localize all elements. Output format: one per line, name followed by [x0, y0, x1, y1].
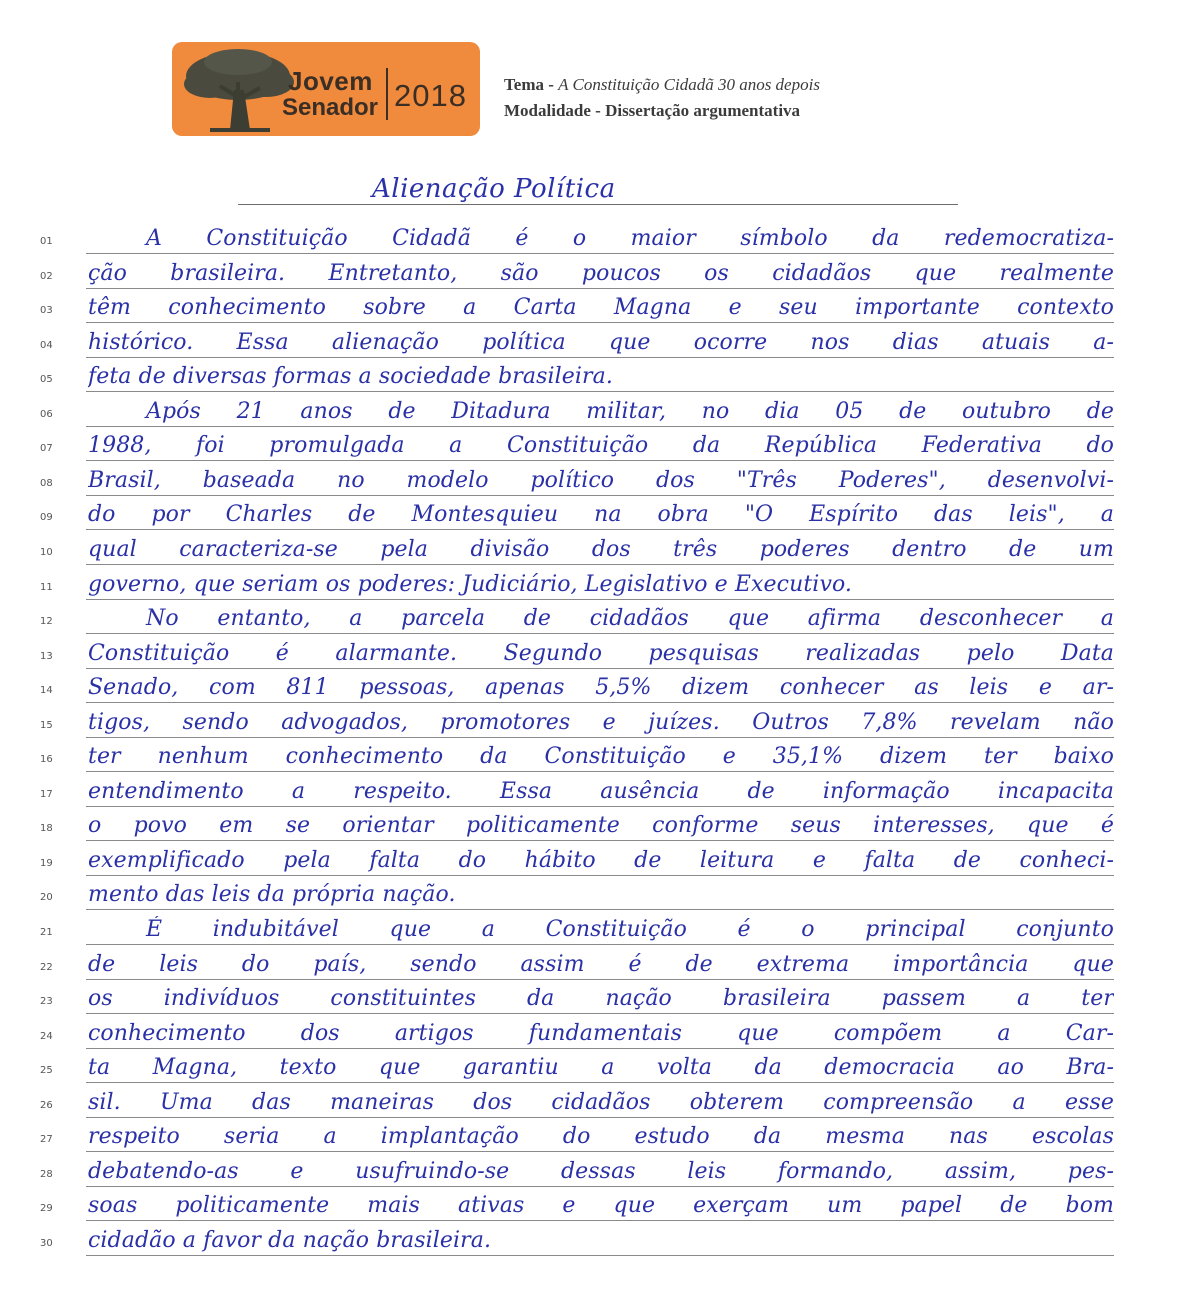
title-rule — [238, 204, 958, 205]
essay-line — [0, 468, 1200, 502]
line-rule — [86, 1220, 1114, 1221]
line-number: 25 — [40, 1065, 53, 1077]
line-number: 23 — [40, 996, 53, 1008]
line-number: 12 — [40, 616, 53, 627]
line-rule — [86, 495, 1114, 496]
line-number: 02 — [40, 270, 53, 282]
modalidade-label: Modalidade - — [504, 101, 606, 120]
line-text: têm conhecimento sobre a Carta Magna e seu importante contexto — [88, 295, 1114, 321]
essay-line — [0, 710, 1200, 744]
line-number: 28 — [40, 1168, 53, 1180]
essay-line — [0, 537, 1200, 571]
essay-line — [0, 848, 1200, 882]
line-text: ter nenhum conhecimento da Constituição e 35,1% dizem ter baixo — [88, 744, 1114, 770]
essay-line — [0, 1193, 1200, 1227]
line-number: 03 — [40, 305, 53, 317]
line-number: 21 — [40, 927, 53, 938]
line-text: de leis do país, sendo assim é de extrema importância que — [88, 951, 1114, 977]
line-number: 24 — [40, 1030, 53, 1042]
essay-line — [0, 1228, 1200, 1262]
line-rule — [86, 322, 1114, 323]
line-number: 22 — [40, 961, 53, 973]
line-rule — [86, 944, 1114, 945]
line-text: No entanto, a parcela de cidadãos que afirma desconhecer a — [146, 606, 1114, 631]
line-rule — [86, 840, 1114, 841]
line-rule — [86, 1186, 1114, 1187]
essay-line — [0, 813, 1200, 847]
line-number: 17 — [40, 788, 53, 800]
line-text: governo, que seriam os poderes: Judiciário, Legislativo e Executivo. — [88, 571, 853, 597]
logo-name-line1: Jovem — [288, 66, 373, 96]
essay-line — [0, 952, 1200, 986]
line-number: 27 — [40, 1134, 53, 1146]
line-text: exemplificado pela falta do hábito de leitura e falta de conheci- — [88, 847, 1114, 873]
jovem-senador-logo — [172, 42, 480, 136]
line-text: entendimento a respeito. Essa ausência de informação incapacita — [88, 778, 1114, 804]
line-text: sil. Uma das maneiras dos cidadãos obterem compreensão a esse — [88, 1089, 1114, 1115]
essay-line — [0, 882, 1200, 916]
logo-name-line2: Senador — [282, 94, 379, 121]
line-number: 14 — [40, 685, 53, 697]
line-number: 07 — [40, 443, 53, 455]
line-text: feta de diversas formas a sociedade brasileira. — [88, 364, 613, 390]
line-text: Senado, com 811 pessoas, apenas 5,5% dizem conhecer as leis e ar- — [88, 675, 1114, 701]
line-text: soas politicamente mais ativas e que exerçam um papel de bom — [88, 1193, 1114, 1219]
tema-label: Tema - — [504, 75, 559, 94]
line-rule — [86, 426, 1114, 427]
line-rule — [86, 1117, 1114, 1118]
line-rule — [86, 1082, 1114, 1083]
essay-line — [0, 364, 1200, 398]
line-rule — [86, 288, 1114, 289]
line-rule — [86, 460, 1114, 461]
line-text: É indubitável que a Constituição é o principal conjunto — [146, 917, 1114, 942]
line-rule — [86, 253, 1114, 254]
line-rule — [86, 633, 1114, 634]
essay-line — [0, 330, 1200, 364]
essay-line — [0, 986, 1200, 1020]
line-number: 15 — [40, 719, 53, 731]
line-number: 30 — [40, 1237, 53, 1249]
line-number: 11 — [40, 581, 53, 593]
line-number: 04 — [40, 339, 53, 351]
line-text: Constituição é alarmante. Segundo pesquisas realizadas pelo Data — [88, 640, 1114, 666]
line-text: histórico. Essa alienação política que ocorre nos dias atuais a- — [88, 329, 1114, 355]
line-rule — [86, 564, 1114, 565]
line-text: do por Charles de Montesquieu na obra "O Espírito das leis", a — [88, 502, 1114, 528]
essay-line — [0, 1124, 1200, 1158]
essay-line — [0, 779, 1200, 813]
essay-line — [0, 226, 1200, 260]
line-text: mento das leis da própria nação. — [88, 882, 456, 908]
tema-line — [504, 72, 820, 98]
line-rule — [86, 668, 1114, 669]
line-text: Após 21 anos de Ditadura militar, no dia 05 de outubro de — [146, 398, 1114, 424]
line-number: 01 — [40, 236, 53, 247]
line-rule — [86, 909, 1114, 910]
line-rule — [86, 357, 1114, 358]
tree-icon — [180, 46, 298, 134]
line-rule — [86, 1151, 1114, 1152]
line-number: 20 — [40, 892, 53, 904]
essay-line — [0, 399, 1200, 433]
line-number: 26 — [40, 1099, 53, 1111]
essay-line — [0, 606, 1200, 640]
line-rule — [86, 875, 1114, 876]
line-number: 08 — [40, 477, 53, 489]
line-text: A Constituição Cidadã é o maior símbolo da redemocratiza- — [146, 226, 1114, 251]
essay-line — [0, 433, 1200, 467]
line-rule — [86, 599, 1114, 600]
line-text: ção brasileira. Entretanto, são poucos os cidadãos que realmente — [88, 260, 1114, 286]
essay-line — [0, 1055, 1200, 1089]
essay-line — [0, 1021, 1200, 1055]
essay-line — [0, 641, 1200, 675]
line-rule — [86, 391, 1114, 392]
line-number: 16 — [40, 754, 53, 766]
line-rule — [86, 1013, 1114, 1014]
line-rule — [86, 806, 1114, 807]
modalidade-line — [504, 98, 820, 124]
line-rule — [86, 737, 1114, 738]
line-number: 09 — [40, 512, 53, 524]
line-rule — [86, 529, 1114, 530]
line-text: debatendo-as e usufruindo-se dessas leis formando, assim, pes- — [88, 1158, 1114, 1184]
essay-line — [0, 917, 1200, 951]
logo-divider — [386, 68, 388, 120]
essay-line — [0, 295, 1200, 329]
line-number: 29 — [40, 1203, 53, 1215]
essay-line — [0, 261, 1200, 295]
line-number: 18 — [40, 823, 53, 835]
line-number: 10 — [40, 547, 53, 558]
line-rule — [86, 1255, 1114, 1256]
line-text: respeito seria a implantação do estudo da mesma nas escolas — [88, 1124, 1114, 1150]
line-rule — [86, 979, 1114, 980]
line-number: 13 — [40, 650, 53, 662]
line-text: 1988, foi promulgada a Constituição da República Federativa do — [88, 433, 1114, 459]
essay-line — [0, 675, 1200, 709]
line-text: o povo em se orientar politicamente conforme seus interesses, que é — [88, 813, 1114, 839]
line-text: Brasil, baseada no modelo político dos "Três Poderes", desenvolvi- — [88, 467, 1114, 493]
essay-line — [0, 502, 1200, 536]
tema-value: A Constituição Cidadã 30 anos depois — [558, 75, 820, 94]
line-number: 19 — [40, 857, 53, 869]
line-rule — [86, 702, 1114, 703]
essay-line — [0, 744, 1200, 778]
line-text: cidadão a favor da nação brasileira. — [88, 1227, 492, 1253]
essay-line — [0, 1090, 1200, 1124]
modalidade-value: Dissertação argumentativa — [605, 101, 801, 120]
line-rule — [86, 1048, 1114, 1049]
line-number: 06 — [40, 408, 53, 420]
logo-year: 2018 — [394, 78, 467, 113]
essay-title: Alienação Política — [372, 174, 616, 204]
line-text: tigos, sendo advogados, promotores e juízes. Outros 7,8% revelam não — [88, 709, 1114, 735]
line-text: ta Magna, texto que garantiu a volta da democracia ao Bra- — [88, 1055, 1114, 1081]
line-number: 05 — [40, 374, 53, 386]
line-rule — [86, 771, 1114, 772]
line-text: qual caracteriza-se pela divisão dos três poderes dentro de um — [88, 537, 1114, 562]
essay-line — [0, 572, 1200, 606]
line-text: os indivíduos constituintes da nação brasileira passem a ter — [88, 986, 1114, 1012]
essay-line — [0, 1159, 1200, 1193]
line-text: conhecimento dos artigos fundamentais que compõem a Car- — [88, 1020, 1114, 1046]
essay-info — [504, 72, 820, 124]
